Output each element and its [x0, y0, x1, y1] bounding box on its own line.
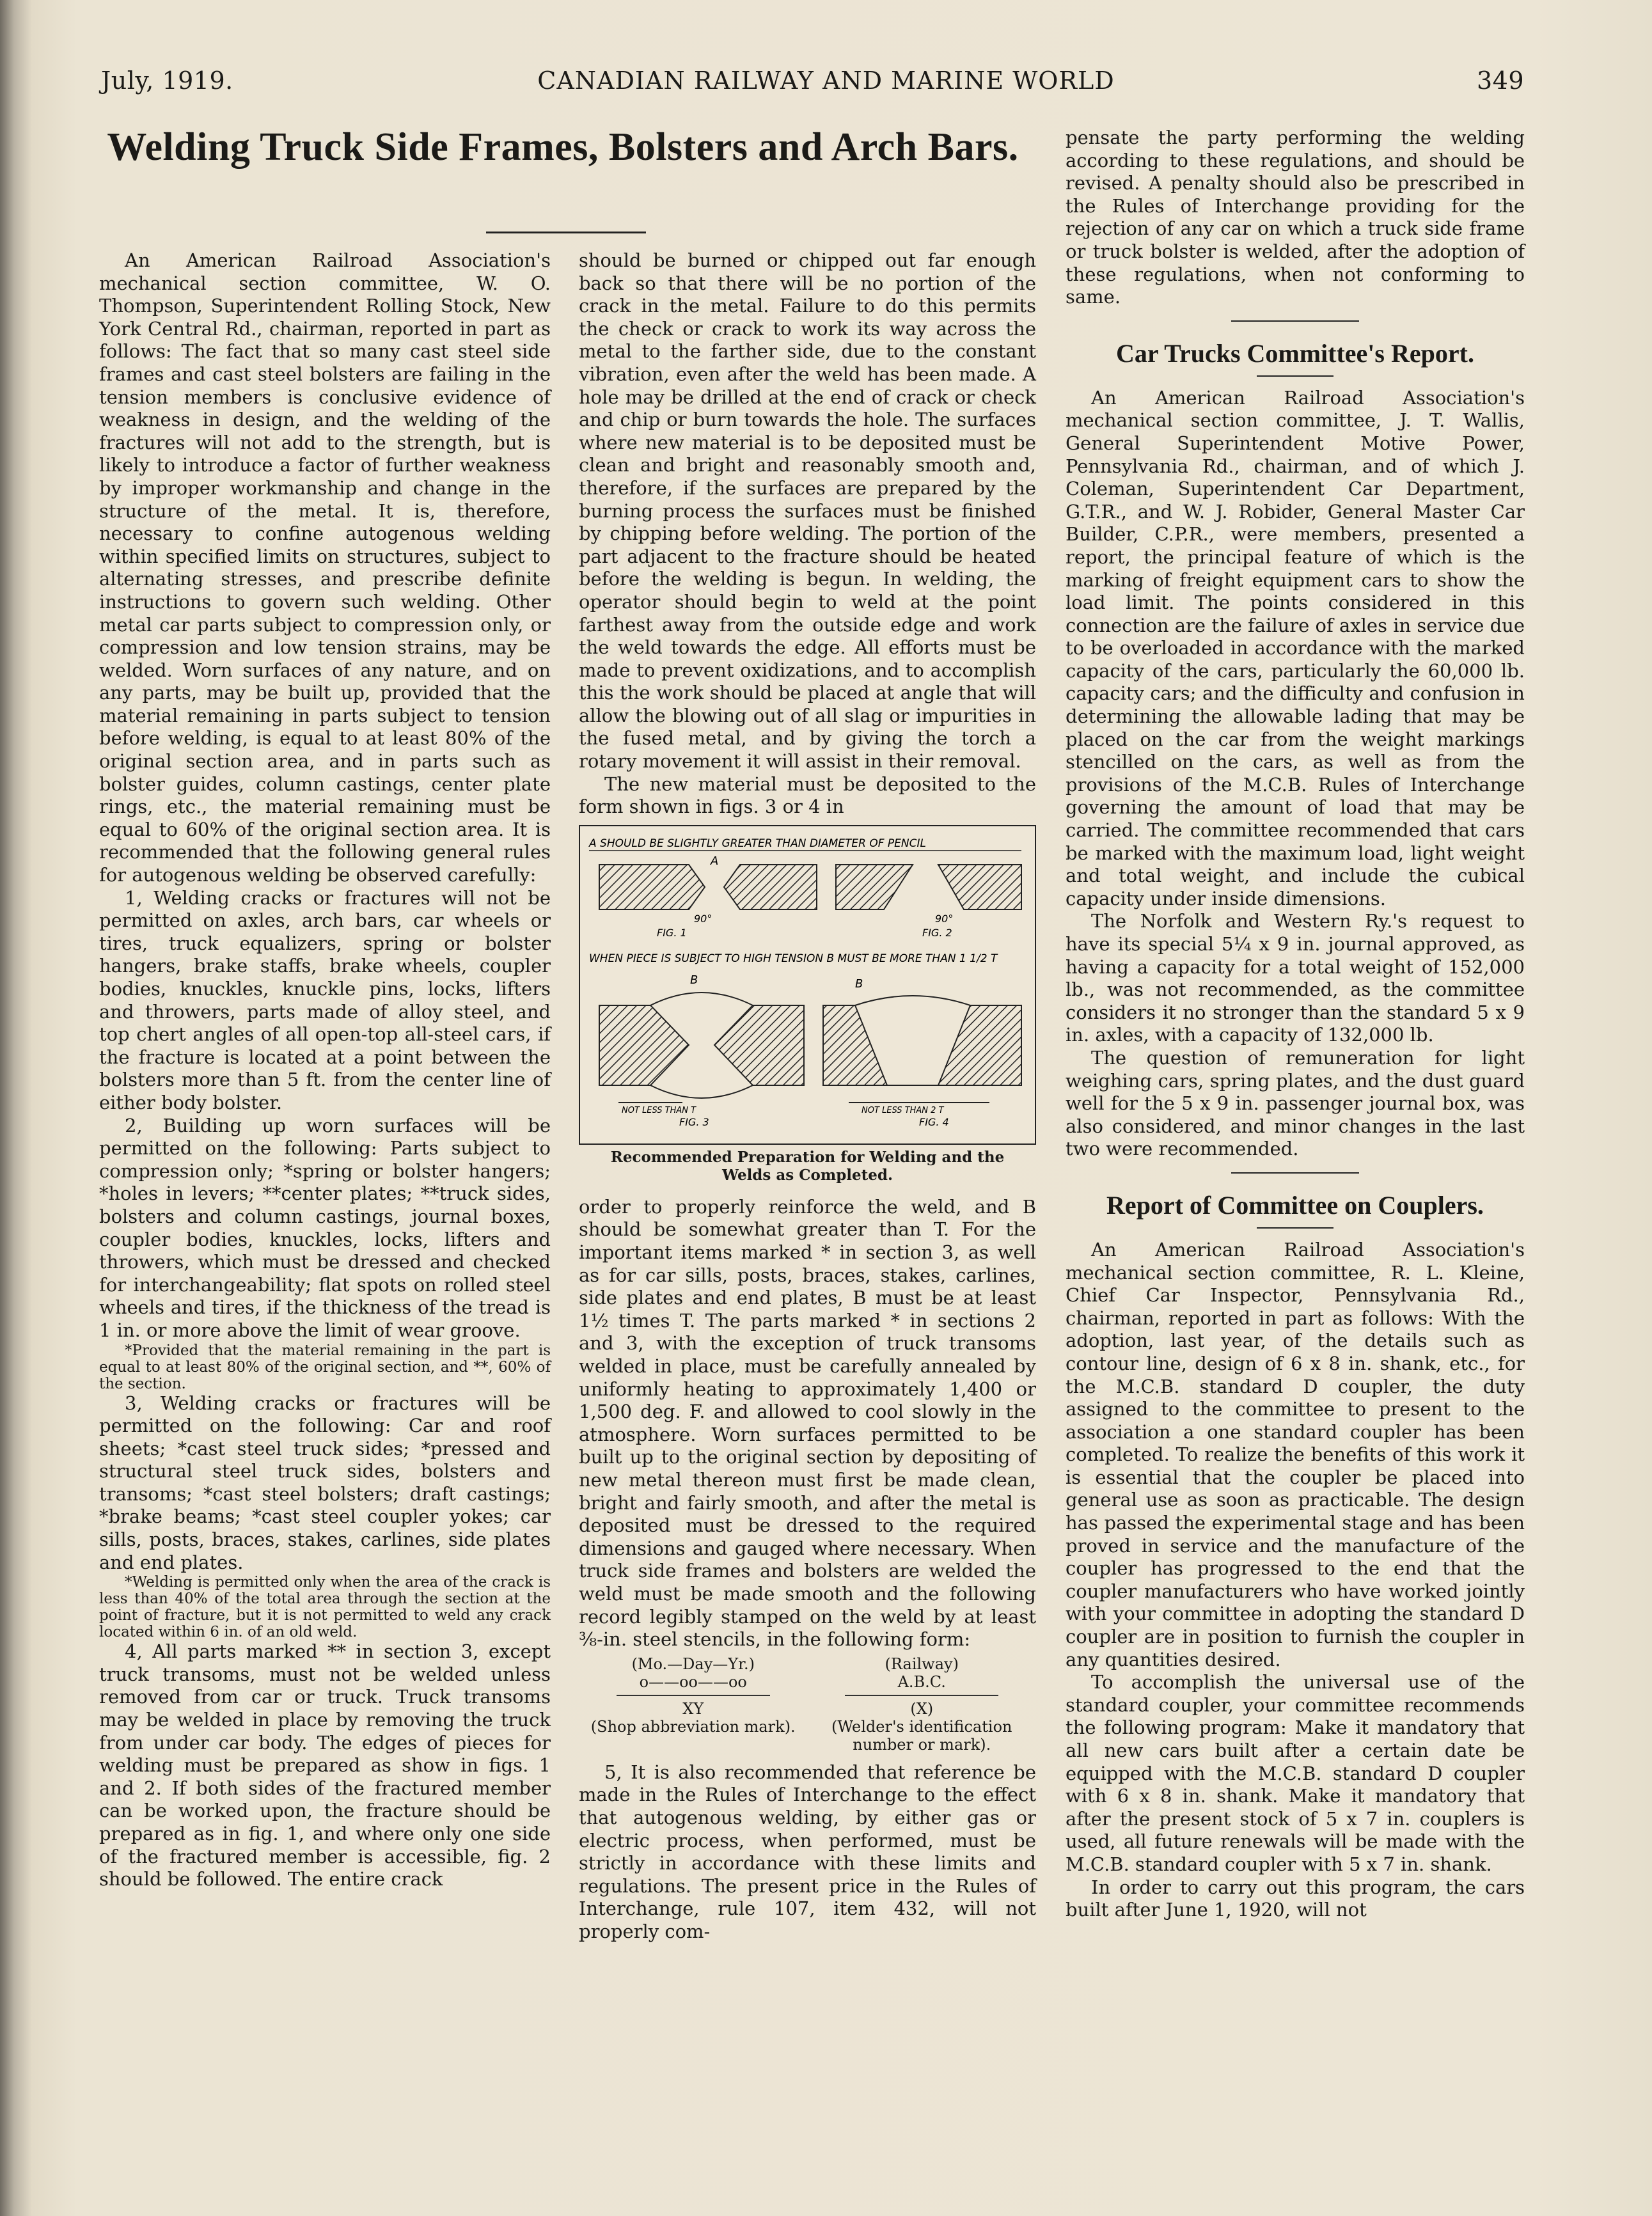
couplers-paragraph-2: To accomplish the universal use of the standard coupler, your committee recommends the following program: Make it mandatory that all new cars built after a certain date be equipped with the M.C.B. standard D coupler with 6 x 8 in. shank. Make it mandatory that after the present stock of 5 x 7 in. couplers is used, all future renewals will be made with the M.C.B. standard coupler with 5 x 7 in. shank. — [1066, 1671, 1525, 1875]
couplers-rule — [1257, 1227, 1333, 1229]
fig2-label: FIG. 2 — [922, 926, 952, 939]
column-2 — [579, 249, 1036, 1943]
paragraph-rule-2: 2, Building up worn surfaces will be permitted on the following: Parts subject to compression only; *spring or bolster hangers; *holes in levers; **center plates; **truck sides, bolsters and column castings, journal boxes, coupler bodies, knuckles, locks, lifters and throwers, which must be dressed and checked for interchangeability; flat spots on rolled steel wheels and tires, if the thickness of the tread is 1 in. or more above the limit of wear groove. — [99, 1114, 551, 1341]
car-trucks-rule — [1257, 375, 1333, 377]
stamp-welder-desc: (Welder's identification number or mark). — [831, 1717, 1012, 1754]
paragraph-intro: An American Railroad Association's mechanical section committee, W. O. Thompson, Superintendent Rolling Stock, New York Central Rd., chairman, reported in part as follows: The fact that so many cast steel side frames and cast steel bolsters are failing in the tension members is conclusive evidence of weakness in design, and the welding of the fractures will not add to the strength, but is likely to introduce a factor of further weakness by improper workmanship and change in the structure of the metal. It is, therefore, necessary to confine autogenous welding within specified limits on structures, subject to alternating stresses, and prescribe definite instructions to govern such welding. Other metal car parts subject to compression only, or compression and low tension strains, may be welded. Worn surfaces of any nature, and on any parts, may be built up, provided that the material remaining in parts subject to tension before welding, is equal to at least 80% of the original section area, and in parts such as bolster guides, column castings, center plate rings, etc., the material remaining must be equal to 60% of the original section area. It is recommended that the following general rules for autogenous welding be observed carefully: — [99, 249, 551, 886]
label-a: A — [711, 854, 719, 868]
fig3-label: FIG. 3 — [679, 1115, 709, 1128]
paragraph-rule-1: 1, Welding cracks or fractures will not be permitted on axles, arch bars, car wheels or tires, truck equalizers, spring or bolster hangers, brake staffs, brake wheels, coupler bodies, knuckles, knuckle pins, locks, lifters and throwers, parts made of alloy steel, and top chert angles of all open-top all-steel cars, if the fracture is located at a point between the bolsters more than 5 ft. from the center line of either body bolster. — [99, 886, 551, 1113]
stamp-railway-value: A.B.C. — [897, 1672, 946, 1691]
stamp-form-right — [812, 1655, 1032, 1754]
fig1-angle: 90° — [694, 912, 712, 925]
stamp-shop-code: XY — [682, 1699, 704, 1718]
paragraph-compensate: pensate the party performing the welding according to these regulations, and should be revised. A penalty should also be prescribed in the Rules of Interchange providing for the rejection of any car on which a truck side frame or truck bolster is welded, after the adoption of these regulations, when not conforming to same. — [1066, 127, 1525, 308]
article-title: Welding Truck Side Frames, Bolsters and Arch Bars. — [107, 125, 1019, 169]
car-trucks-paragraph-3: The question of remuneration for light weighing cars, spring plates, and the dust guard well for the 5 x 9 in. passenger journal box, was also considered, and minor changes in the last two were recommended. — [1066, 1046, 1525, 1160]
stamp-form-left — [583, 1655, 803, 1754]
car-trucks-heading: Car Trucks Committee's Report. — [1116, 338, 1474, 368]
stamp-right-rule — [845, 1695, 998, 1696]
label-b-fig4: B — [855, 977, 863, 991]
figure-caption: Recommended Preparation for Welding and the Welds as Completed. — [610, 1148, 1005, 1184]
paragraph-new-material: The new material must be deposited to the form shown in figs. 3 or 4 in — [579, 773, 1036, 818]
stamp-railway-head: (Railway) — [885, 1654, 959, 1673]
fig4-dimension: NOT LESS THAN 2 T — [861, 1105, 944, 1115]
stamp-date-head: (Mo.—Day—Yr.) — [631, 1654, 755, 1673]
fig1-label: FIG. 1 — [657, 926, 687, 939]
couplers-heading: Report of Committee on Couplers. — [1106, 1190, 1484, 1220]
header-page-number: 349 — [1476, 67, 1524, 95]
fig4-label: FIG. 4 — [919, 1115, 949, 1128]
fig2-right-piece — [938, 865, 1021, 909]
fig3-dimension: NOT LESS THAN T — [622, 1105, 696, 1115]
couplers-paragraph-3: In order to carry out this program, the cars built after June 1, 1920, will not — [1066, 1876, 1525, 1921]
paragraph-reinforce: order to properly reinforce the weld, and B should be somewhat greater than T. For the important items marked * in section 3, as well as for car sills, posts, braces, stakes, carlines, side plates and end plates, B must be at least 1½ times T. The parts marked * in sections 2 and 3, with the exception of truck transoms welded in place, must be carefully annealed by uniformly heating to approximately 1,400 or 1,500 deg. F. and allowed to cool slowly in the atmosphere. Worn surfaces permitted to be built up to the original section by depositing of new metal thereon must first be made clean, bright and fairly smooth, and after the metal is deposited must be dressed to the required dimensions and gauged where necessary. When truck side frames and bolsters are welded the weld must be made smooth and the following record legibly stamped on the weld by at least ⅜-in. steel stencils, in the following form: — [579, 1195, 1036, 1651]
car-trucks-paragraph-1: An American Railroad Association's mechanical section committee, J. T. Wallis, General Superintendent Motive Power, Pennsylvania Rd., chairman, and of which J. Coleman, Superintendent Car Department, G.T.R., and W. J. Robider, General Master Car Builder, C.P.R., were members, presented a report, the principal feature of which is the marking of freight equipment cars to show the load limit. The points considered in this connection are the failure of axles in service due to be overloaded in accordance with the marked capacity of the cars, particularly the 60,000 lb. capacity cars; and the difficulty and confusion in determining the allowable lading that may be placed on the car from the weight markings stencilled on the cars, as well as from the provisions of the M.C.B. Rules of Interchange governing the amount of load that may be carried. The committee recommended that cars be marked with the maximum load, light weight and total weight, and include the cubical capacity under inside dimensions. — [1066, 386, 1525, 909]
figure-note-b: WHEN PIECE IS SUBJECT TO HIGH TENSION B MUST BE MORE THAN 1 1/2 T — [589, 952, 998, 965]
figure-note-a: A SHOULD BE SLIGHTLY GREATER THAN DIAMETER OF PENCIL — [589, 837, 926, 850]
column-1 — [99, 249, 551, 1891]
column-3 — [1066, 127, 1525, 1922]
car-trucks-paragraph-2: The Norfolk and Western Ry.'s request to have its special 5¼ x 9 in. journal approved, as having a capacity for a total weight of 152,000 lb., was not recommended, as the committee considers it no stronger than the standard 5 x 9 in. axles, with a capacity of 132,000 lb. — [1066, 910, 1525, 1046]
stamp-left-rule — [617, 1695, 770, 1696]
title-divider — [486, 232, 646, 233]
paragraph-rule-3: 3, Welding cracks or fractures will be permitted on the following: Car and roof sheets; *cast steel truck sides; *pressed and structural steel truck sides, bolsters and transoms; *cast steel bolsters; draft castings; *brake beams; *cast steel coupler yokes; car sills, posts, braces, stakes, carlines, side plates and end plates. — [99, 1392, 551, 1573]
welding-diagram — [580, 826, 1035, 1143]
header-journal-title: CANADIAN RAILWAY AND MARINE WORLD — [537, 67, 1115, 95]
paragraph-rule-4: 4, All parts marked ** in section 3, except truck transoms, must not be welded unless removed from car or truck. Truck transoms may be welded in place by removing the truck from under car body. The edges of pieces for welding must be prepared as show in figs. 1 and 2. If both sides of the fractured member can be worked upon, the fracture should be prepared as in fig. 1, and where only one side of the fractured member is accessible, fig. 2 should be followed. The entire crack — [99, 1640, 551, 1890]
footnote-1: *Provided that the material remaining in the part is equal to at least 80% of the original section, and **, 60% of the section. — [99, 1342, 551, 1392]
footnote-2: *Welding is permitted only when the area of the crack is less than 40% of the total area through the section at the point of fracture, but it is not permitted to weld any crack located within 6 in. of an old weld. — [99, 1574, 551, 1641]
couplers-paragraph-1: An American Railroad Association's mechanical section committee, R. L. Kleine, Chief Car Inspector, Pennsylvania Rd., chairman, reported in part as follows: With the adoption, last year, of the details such as contour line, design of 6 x 8 in. shank, etc., for the M.C.B. standard D coupler, the duty assigned to the committee to present to the association a one standard coupler has been completed. To realize the benefits of this work it is essential that the coupler be placed into general use as soon as practicable. The design has passed the experimental stage and has been proved in service and the manufacture of the coupler has progressed to the end that the coupler manufacturers who have worked jointly with your committee in adopting the standard D coupler are in position to furnish the coupler in any quantities desired. — [1066, 1238, 1525, 1670]
label-b-fig3: B — [690, 973, 698, 987]
paragraph-continued: should be burned or chipped out far enough back so that there will be no portion of the crack in the metal. Failure to do this permits the check or crack to work its way across the metal to the farther side, due to the constant vibration, even after the weld has been made. A hole may be drilled at the end of crack or check and chip or burn towards the hole. The surfaces where new material is to be deposited must be clean and bright and reasonably smooth and, therefore, if the surfaces are prepared by the burning process the surfaces must be finished by chipping before welding. The portion of the part adjacent to the fracture should be heated before the welding is begun. In welding, the operator should begin to weld at the point farthest away from the outside edge and work the weld towards the edge. All efforts must be made to prevent oxidizations, and to accomplish this the work should be placed at angle that will allow the blowing out of all slag or impurities in the fused metal, and by giving the torch a rotary movement it will assist in their removal. — [579, 249, 1036, 773]
section-divider-2 — [1231, 1172, 1359, 1174]
stamp-welder-code: (X) — [910, 1699, 934, 1718]
stamp-form — [579, 1655, 1036, 1754]
fig1-left-piece — [599, 865, 705, 909]
header-date: July, 1919. — [101, 67, 233, 95]
section-divider — [1231, 320, 1359, 322]
stamp-date-value: o——oo——oo — [639, 1672, 747, 1691]
fig1-right-piece — [724, 865, 817, 909]
paragraph-rule-5: 5, It is also recommended that reference be made in the Rules of Interchange to the effect that autogenous welding, by either gas or electric process, when performed, must be strictly in accordance with these limits and regulations. The present price in the Rules of Interchange, rule 107, item 432, will not properly com- — [579, 1761, 1036, 1942]
welding-figure — [579, 825, 1036, 1145]
fig2-left-piece — [836, 865, 913, 909]
stamp-shop-desc: (Shop abbreviation mark). — [590, 1717, 796, 1736]
fig2-angle: 90° — [935, 912, 954, 925]
